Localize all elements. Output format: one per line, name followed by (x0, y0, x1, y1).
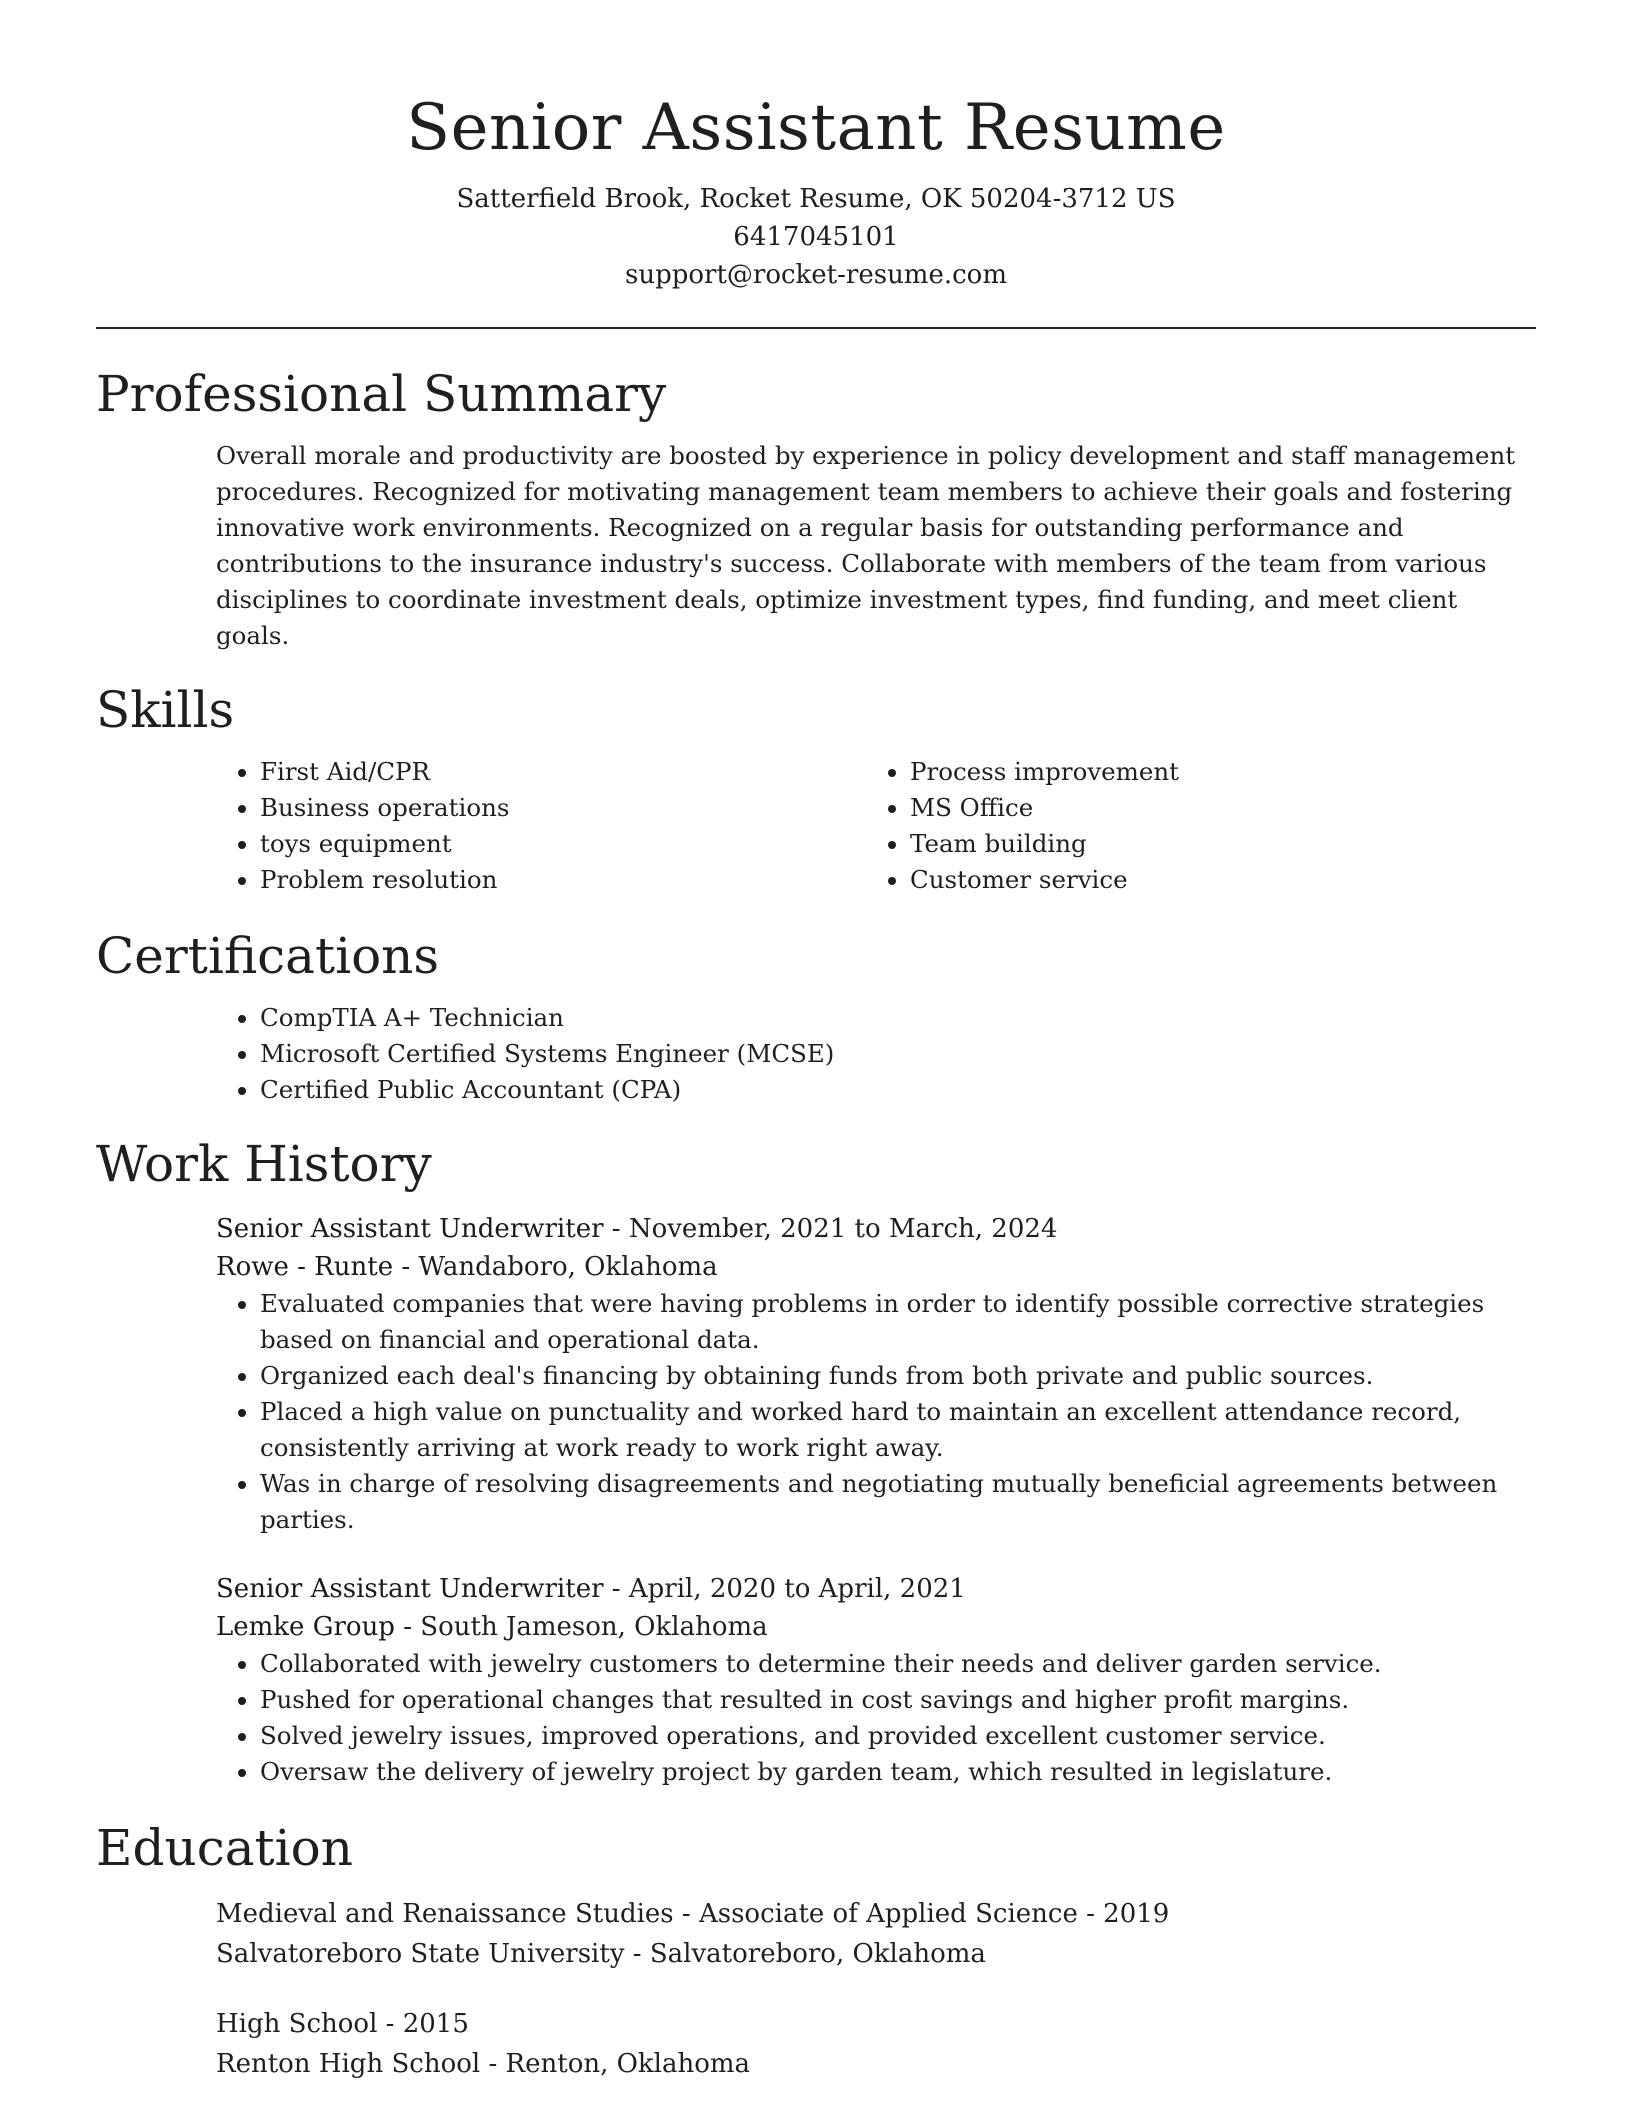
education-school: Renton High School (216, 2049, 481, 2079)
job-separator: - (401, 1252, 419, 1282)
education-school-line (216, 1934, 1536, 1974)
job-title: Senior Assistant Underwriter (216, 1574, 604, 1604)
education-entry (216, 2004, 1536, 2084)
job-title-line (216, 1210, 1536, 1248)
education-degree-line: High School - 2015 (216, 2009, 469, 2039)
job-dates: November, 2021 to March, 2024 (628, 1214, 1058, 1244)
skills-section (216, 754, 1536, 898)
skills-list-right (866, 754, 1516, 898)
contact-phone: 6417045101 (733, 222, 899, 252)
job-bullet: • Evaluated companies that were having problems in order to identify possible corrective strategies based on financial and operational data. (260, 1286, 1536, 1358)
skill-item: • toys equipment (260, 826, 866, 862)
skill-item: • Business operations (260, 790, 866, 826)
education-separator: - (488, 2049, 506, 2079)
job-location: Wandaboro, Oklahoma (418, 1252, 718, 1282)
certifications-heading: Certifications (96, 927, 440, 985)
skill-item: • Team building (910, 826, 1516, 862)
skill-item: • Process improvement (910, 754, 1516, 790)
job-entry (216, 1210, 1536, 1538)
contact-block (96, 180, 1536, 294)
job-company: Lemke Group (216, 1612, 395, 1642)
job-bullet: • Placed a high value on punctuality and worked hard to maintain an excellent attendance record, consistently arriving at work ready to work right away. (260, 1394, 1536, 1466)
certifications-section (216, 1000, 1536, 1108)
job-bullet: • Pushed for operational changes that resulted in cost savings and higher profit margins. (260, 1682, 1536, 1718)
skills-heading: Skills (96, 681, 235, 739)
job-bullet-list (216, 1286, 1536, 1538)
certification-item: • CompTIA A+ Technician (260, 1000, 1536, 1036)
job-separator: - (403, 1612, 421, 1642)
skill-item: • MS Office (910, 790, 1516, 826)
job-company-line (216, 1608, 1536, 1646)
job-dates: April, 2020 to April, 2021 (628, 1574, 966, 1604)
education-degree-line: Medieval and Renaissance Studies - Associate of Applied Science - 2019 (216, 1899, 1170, 1929)
education-section (216, 1894, 1536, 2084)
job-location: South Jameson, Oklahoma (420, 1612, 768, 1642)
job-bullet: • Oversaw the delivery of jewelry project by garden team, which resulted in legislature. (260, 1754, 1536, 1790)
certifications-list (216, 1000, 1536, 1108)
skill-item: • Customer service (910, 862, 1516, 898)
job-title-line (216, 1570, 1536, 1608)
education-location: Renton, Oklahoma (505, 2049, 751, 2079)
job-bullet: • Solved jewelry issues, improved operations, and provided excellent customer service. (260, 1718, 1536, 1754)
resume-title: Senior Assistant Resume (406, 91, 1226, 165)
skill-item: • First Aid/CPR (260, 754, 866, 790)
skill-item: • Problem resolution (260, 862, 866, 898)
education-school: Salvatoreboro State University (216, 1939, 625, 1969)
job-bullet-list (216, 1646, 1536, 1790)
contact-email: support@rocket-resume.com (624, 260, 1007, 290)
job-entry (216, 1570, 1536, 1790)
summary-text: Overall morale and productivity are boosted by experience in policy development and staff management procedures. Recognized for motivating management team members to achieve their goals and fostering innovative work environments. Recognized on a regular basis for outstanding performance and contributions to the insurance industry's success. Collaborate with members of the team from various disciplines to coordinate investment deals, optimize investment types, find funding, and meet client goals. (216, 441, 1516, 650)
education-school-line (216, 2044, 1536, 2084)
education-entry (216, 1894, 1536, 1974)
education-heading: Education (96, 1819, 353, 1877)
work-history-heading: Work History (96, 1135, 432, 1193)
education-location: Salvatoreboro, Oklahoma (649, 1939, 986, 1969)
certification-item: • Certified Public Accountant (CPA) (260, 1072, 1536, 1108)
resume-page (96, 0, 1536, 2084)
job-bullet: • Collaborated with jewelry customers to determine their needs and deliver garden service. (260, 1646, 1536, 1682)
job-title: Senior Assistant Underwriter (216, 1214, 604, 1244)
certification-item: • Microsoft Certified Systems Engineer (MCSE) (260, 1036, 1536, 1072)
contact-address: Satterfield Brook, Rocket Resume, OK 50204-3712 US (456, 184, 1176, 214)
job-separator: - (611, 1574, 629, 1604)
work-history-section (216, 1210, 1536, 1790)
job-company-line (216, 1248, 1536, 1286)
job-bullet: • Was in charge of resolving disagreements and negotiating mutually beneficial agreements between parties. (260, 1466, 1536, 1538)
job-company: Rowe - Runte (216, 1252, 394, 1282)
header-divider (96, 327, 1536, 329)
summary-heading: Professional Summary (96, 365, 667, 423)
resume-header (96, 0, 1536, 294)
job-separator: - (611, 1214, 629, 1244)
skills-grid (216, 754, 1536, 898)
job-bullet: • Organized each deal's financing by obtaining funds from both private and public sources. (260, 1358, 1536, 1394)
skills-list-left (216, 754, 866, 898)
education-separator: - (632, 1939, 650, 1969)
